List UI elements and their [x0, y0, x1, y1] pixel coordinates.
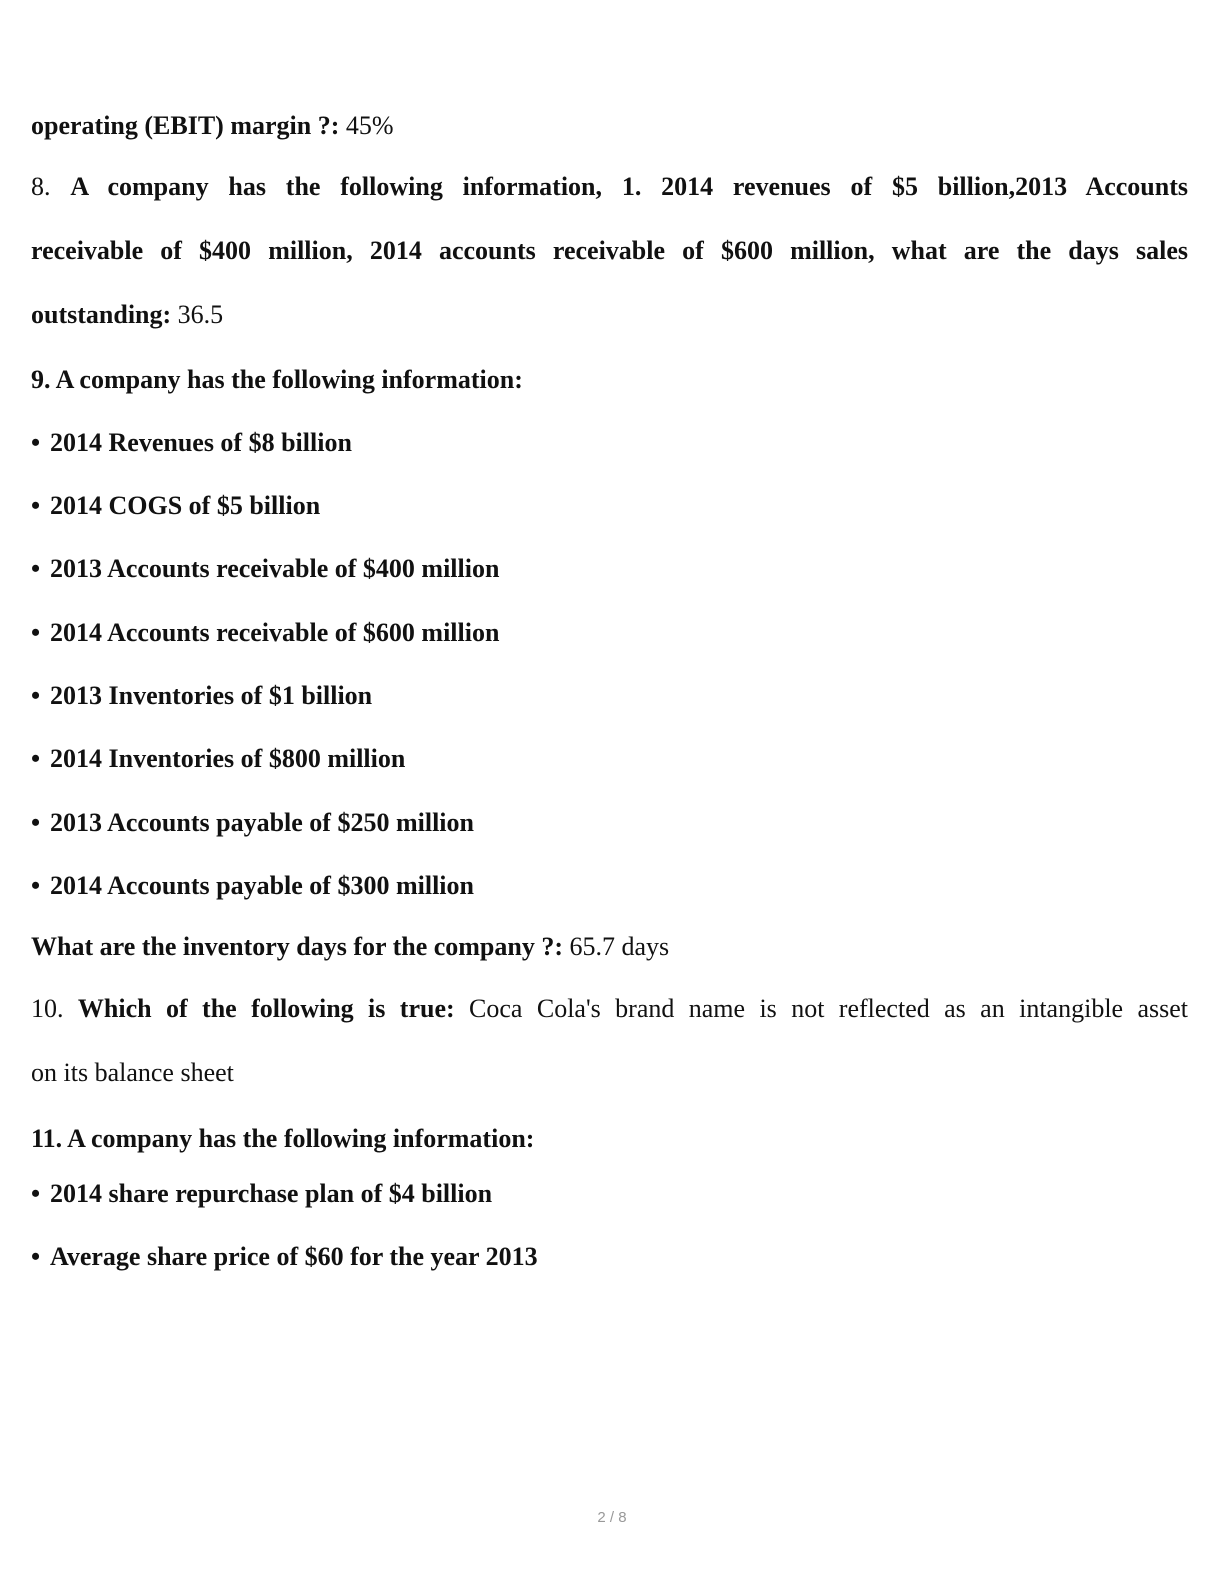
list-item-text: 2013 Accounts payable of $250 million [50, 808, 474, 837]
answer-text: 65.7 days [569, 932, 670, 961]
bullet-icon: • [31, 871, 41, 900]
answer-text: 36.5 [177, 300, 224, 329]
list-item [31, 1241, 538, 1273]
question-text: operating (EBIT) margin ?: [31, 111, 340, 140]
bullet-icon: • [31, 491, 41, 520]
bullet-icon: • [31, 744, 41, 773]
bullet-icon: • [31, 618, 41, 647]
page-number: 2 / 8 [597, 1509, 627, 1526]
list-item [31, 743, 405, 775]
list-item-text: 2013 Inventories of $1 billion [50, 681, 373, 710]
question-text: What are the inventory days for the company ?: [31, 932, 564, 961]
list-item [31, 870, 474, 902]
list-item-text: 2014 share repurchase plan of $4 billion [50, 1179, 493, 1208]
question-9-answer [31, 931, 669, 963]
list-item-text: 2013 Accounts receivable of $400 million [50, 554, 500, 583]
bullet-icon: • [31, 1179, 41, 1208]
list-item-text: 2014 Revenues of $8 billion [50, 428, 352, 457]
list-item-text: 2014 COGS of $5 billion [50, 491, 321, 520]
list-item-text: Average share price of $60 for the year 2013 [50, 1242, 538, 1271]
list-item-text: 2014 Accounts receivable of $600 million [50, 618, 500, 647]
question-text: A company has the following information, 1. 2014 revenues of $5 billion,2013 Accounts [70, 172, 1188, 201]
answer-line-ebit [31, 110, 394, 142]
list-item [31, 490, 320, 522]
answer-text: Coca Cola's brand name is not reflected as an intangible asset [469, 994, 1189, 1023]
list-item [31, 807, 474, 839]
question-text: Which of the following is true: [77, 994, 455, 1023]
question-11-intro: 11. A company has the following information: [31, 1124, 535, 1153]
question-text: outstanding: [31, 300, 172, 329]
list-item [31, 553, 499, 585]
question-8-line-2: receivable of $400 million, 2014 accounts receivable of $600 million, what are the days sales [31, 236, 1188, 265]
question-9-intro: 9. A company has the following information: [31, 365, 523, 394]
list-item-text: 2014 Inventories of $800 million [50, 744, 406, 773]
list-item [31, 1178, 492, 1210]
question-number: 8. [31, 172, 51, 201]
bullet-icon: • [31, 808, 41, 837]
bullet-icon: • [31, 554, 41, 583]
question-10-line-2: on its balance sheet [31, 1058, 234, 1087]
list-item-text: 2014 Accounts payable of $300 million [50, 871, 474, 900]
question-number: 10. [31, 994, 64, 1023]
bullet-icon: • [31, 428, 41, 457]
question-8-line-3 [31, 299, 223, 331]
list-item [31, 617, 499, 649]
list-item [31, 427, 352, 459]
bullet-icon: • [31, 1242, 41, 1271]
list-item [31, 680, 372, 712]
question-10-line-1 [31, 993, 1188, 1025]
bullet-icon: • [31, 681, 41, 710]
question-8-line-1 [31, 171, 1188, 203]
answer-text: 45% [345, 111, 394, 140]
